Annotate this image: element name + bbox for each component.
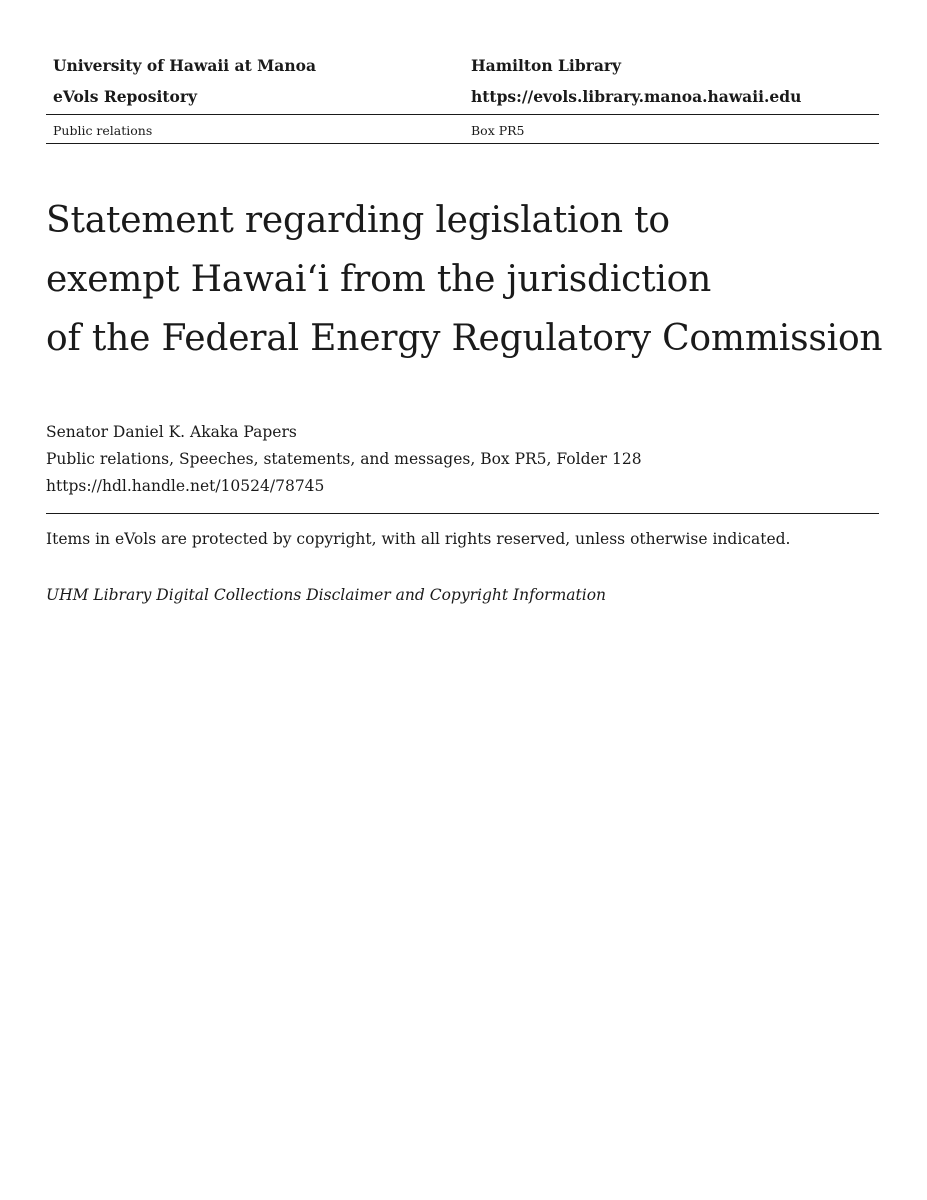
metadata-divider <box>46 513 879 514</box>
disclaimer-link[interactable]: UHM Library Digital Collections Disclaimer and Copyright Information <box>46 586 607 604</box>
document-header <box>46 52 879 144</box>
document-metadata <box>46 419 642 500</box>
box-label: Box PR5 <box>471 123 525 138</box>
document-title <box>46 191 916 368</box>
header-row-1 <box>46 52 879 83</box>
collection-series: Public relations <box>53 123 153 138</box>
folder-location: Public relations, Speeches, statements, and messages, Box PR5, Folder 128 <box>46 450 642 468</box>
repository-url-link[interactable]: https://evols.library.manoa.hawaii.edu <box>471 87 802 106</box>
header-sub-row <box>46 115 879 143</box>
title-line-2: exempt Hawai‘i from the jurisdiction <box>46 259 712 300</box>
header-divider-bottom <box>46 143 879 144</box>
library-name: Hamilton Library <box>471 56 622 75</box>
collection-name: Senator Daniel K. Akaka Papers <box>46 423 297 441</box>
title-line-1: Statement regarding legislation to <box>46 200 670 241</box>
header-row-2 <box>46 83 879 114</box>
repository-name: eVols Repository <box>53 87 198 106</box>
title-line-3: of the Federal Energy Regulatory Commission <box>46 318 883 359</box>
copyright-notice: Items in eVols are protected by copyright, with all rights reserved, unless otherwise indicated. <box>46 530 791 548</box>
handle-link[interactable]: https://hdl.handle.net/10524/78745 <box>46 477 325 495</box>
institution-name: University of Hawaii at Manoa <box>53 56 316 75</box>
